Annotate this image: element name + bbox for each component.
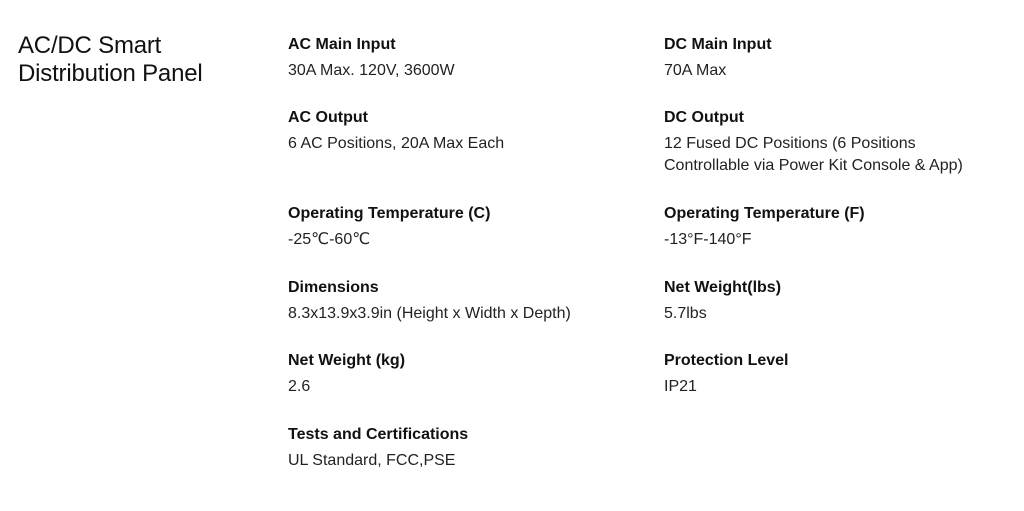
spec-net-weight-kg	[288, 351, 638, 398]
spec-label: Dimensions	[288, 279, 379, 296]
spec-label: DC Main Input	[664, 36, 772, 53]
spec-value: 2.6	[288, 378, 311, 395]
product-title	[18, 32, 258, 88]
spec-value: IP21	[664, 378, 697, 395]
spec-operating-temperature-c	[288, 204, 638, 251]
spec-value-line-2: Controllable via Power Kit Console & App)	[664, 157, 963, 174]
product-title-line-2: Distribution Panel	[18, 60, 203, 87]
spec-label: AC Output	[288, 109, 368, 126]
spec-label: DC Output	[664, 109, 744, 126]
spec-label: Net Weight (kg)	[288, 352, 406, 369]
spec-ac-main-input	[288, 35, 638, 82]
spec-value: -25℃-60℃	[288, 231, 371, 248]
spec-dc-output	[664, 108, 1014, 177]
spec-value: 70A Max	[664, 62, 727, 79]
spec-value	[664, 133, 1014, 177]
spec-dc-main-input	[664, 35, 1014, 82]
spec-value: 5.7lbs	[664, 305, 707, 322]
spec-label: Net Weight(lbs)	[664, 279, 782, 296]
spec-value: 6 AC Positions, 20A Max Each	[288, 135, 505, 152]
spec-label: Operating Temperature (C)	[288, 205, 491, 222]
spec-value: UL Standard, FCC,PSE	[288, 452, 456, 469]
spec-value: 8.3x13.9x3.9in (Height x Width x Depth)	[288, 305, 571, 322]
spec-ac-output	[288, 108, 638, 155]
spec-label: Operating Temperature (F)	[664, 205, 865, 222]
spec-value-line-1: 12 Fused DC Positions (6 Positions	[664, 135, 916, 152]
spec-label: Protection Level	[664, 352, 789, 369]
spec-protection-level	[664, 351, 1014, 398]
spec-value: -13°F-140°F	[664, 231, 752, 248]
spec-dimensions	[288, 278, 638, 325]
spec-net-weight-lbs	[664, 278, 1014, 325]
spec-tests-certifications	[288, 425, 638, 472]
spec-label: Tests and Certifications	[288, 426, 469, 443]
spec-label: AC Main Input	[288, 36, 396, 53]
spec-operating-temperature-f	[664, 204, 1014, 251]
product-title-line-1: AC/DC Smart	[18, 32, 162, 59]
spec-value: 30A Max. 120V, 3600W	[288, 62, 455, 79]
